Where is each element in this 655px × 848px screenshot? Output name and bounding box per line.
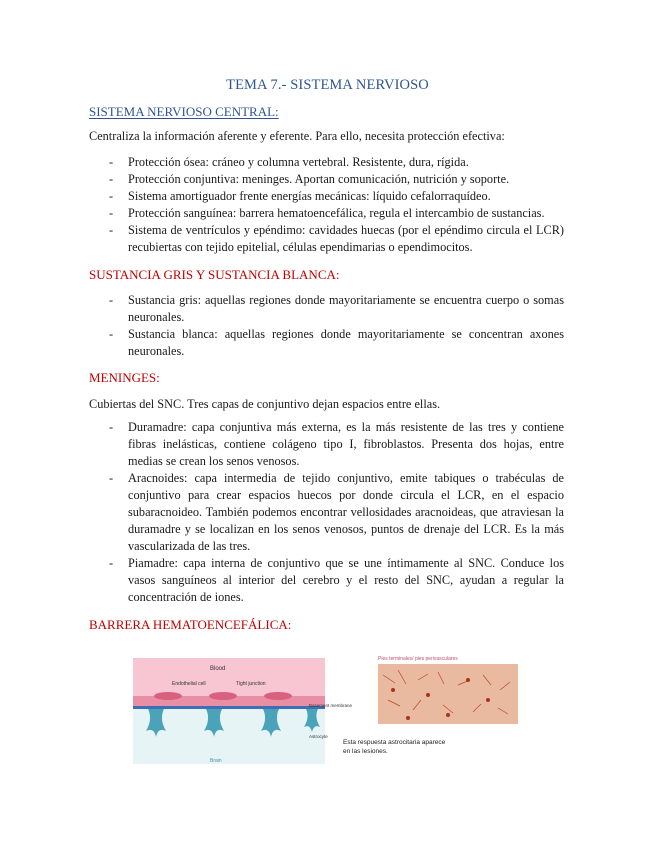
endothelial-nucleus	[264, 692, 292, 700]
brain-label: Brain	[210, 758, 222, 764]
list-item: - Protección ósea: cráneo y columna vertebral. Resistente, dura, rígida.	[89, 154, 564, 171]
meninges-list	[89, 419, 564, 606]
caption-line1: Esta respuesta astrocitaria aparece	[343, 739, 446, 746]
heading-meninges: MENINGES:	[89, 370, 160, 385]
list-item: - Duramadre: capa conjuntiva más externa, es la más resistente de las tres y contiene fibras inelásticas, contiene colágeno tipo I, fibroblastos. Presenta dos hojas, entre medias se crean los senos venosos.	[89, 419, 564, 470]
list-item: - Sustancia blanca: aquellas regiones donde mayoritariamente se concentran axones neuronales.	[89, 326, 564, 360]
endothelial-label: Endothelial cell	[172, 681, 206, 687]
list-item: - Sistema amortiguador frente energías mecánicas: líquido cefalorraquídeo.	[89, 188, 564, 205]
endothelial-nucleus	[209, 692, 237, 700]
list-item: - Sistema de ventrículos y epéndimo: cavidades huecas (por el epéndimo circula el LCR) recubiertas con tejido epitelial, células ependimarias o ependimocitos.	[89, 222, 564, 256]
pies-label: Pies terminales/ pies perivasculares	[378, 656, 458, 662]
list-item: - Aracnoides: capa intermedia de tejido conjuntivo, emite tabiques o trabéculas de conjuntivo para crear espacios huecos por donde circula el LCR, en el espacio subaracnoideo. También podemos encontrar vellosidades aracnoideas, que atraviesan la duramadre y se localizan en los senos venosos, puntos de drenaje del LCR. Es la más vascularizada de las tres.	[89, 470, 564, 555]
basement-membrane-layer	[133, 706, 325, 709]
astrocyte-label: Astrocyte	[309, 734, 328, 739]
bbb-diagram	[128, 640, 528, 770]
blood-label: Blood	[210, 666, 226, 672]
heading-barrera: BARRERA HEMATOENCEFÁLICA:	[89, 617, 292, 632]
heading-sustancia: SUSTANCIA GRIS Y SUSTANCIA BLANCA:	[89, 267, 340, 282]
list-item: - Protección sanguínea: barrera hematoencefálica, regula el intercambio de sustancias.	[89, 205, 564, 222]
blood-region	[133, 658, 325, 696]
tight-junction-label: Tight junction	[236, 681, 266, 687]
page-title: TEMA 7.- SISTEMA NERVIOSO	[226, 77, 429, 93]
bbb-figure	[128, 640, 528, 770]
list-item: - Sustancia gris: aquellas regiones donde mayoritariamente se encuentra cuerpo o somas neuronales.	[89, 292, 564, 326]
list-item: - Protección conjuntiva: meninges. Aportan comunicación, nutrición y soporte.	[89, 171, 564, 188]
caption-line2: en las lesiones.	[343, 748, 388, 755]
snc-list	[89, 154, 564, 256]
heading-snc: SISTEMA NERVIOSO CENTRAL:	[89, 104, 279, 119]
snc-intro: Centraliza la información aferente y eferente. Para ello, necesita protección efectiva:	[89, 129, 505, 143]
meninges-intro: Cubiertas del SNC. Tres capas de conjuntivo dejan espacios entre ellas.	[89, 397, 441, 411]
basement-label: Basement membrane	[309, 703, 353, 708]
endothelial-nucleus	[154, 692, 182, 700]
sustancia-list	[89, 292, 564, 360]
list-item: - Piamadre: capa interna de conjuntivo que se une íntimamente al SNC. Conduce los vasos sanguíneos al interior del cerebro y el resto del SNC, ayudan a regular la concentración de iones.	[89, 555, 564, 606]
